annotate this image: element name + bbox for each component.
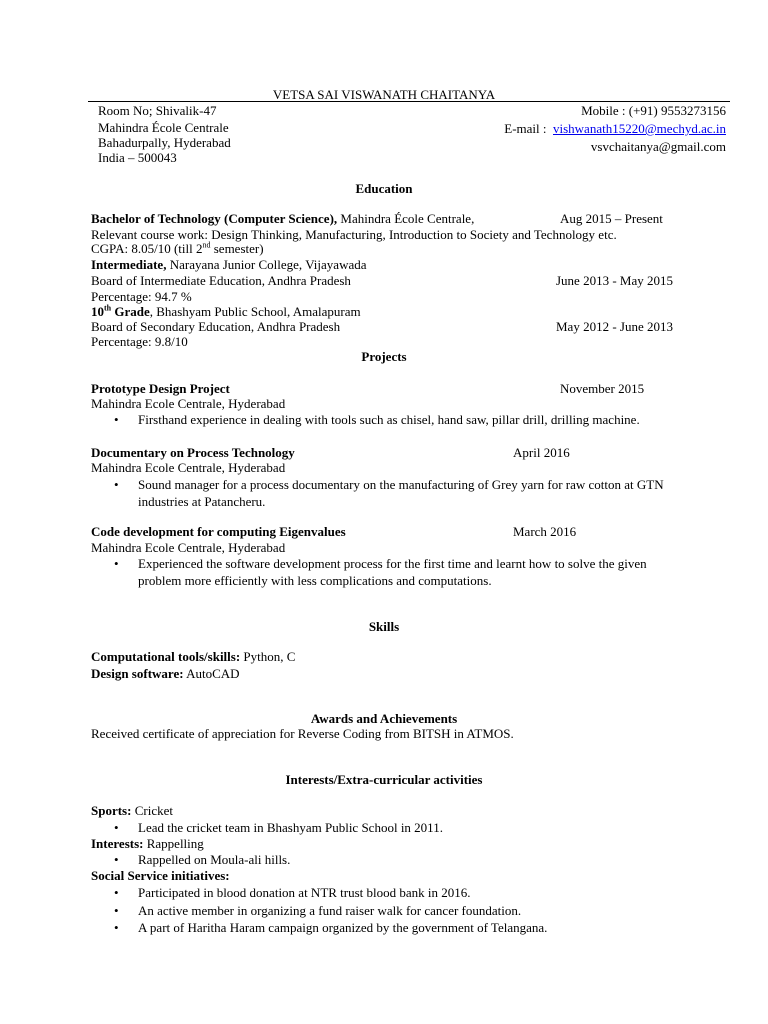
project-bullet: Experienced the software development process for the first time and learnt how to solve the given bbox=[138, 556, 647, 571]
sports-value: Cricket bbox=[131, 803, 173, 818]
tenth-line bbox=[91, 304, 361, 319]
sports-bullet: Lead the cricket team in Bhashyam Public School in 2011. bbox=[138, 820, 443, 835]
intermediate-line bbox=[91, 257, 367, 272]
intermediate-board: Board of Intermediate Education, Andhra Pradesh bbox=[91, 273, 351, 288]
skill-value: AutoCAD bbox=[183, 666, 240, 681]
interests-label: Interests: bbox=[91, 836, 144, 851]
bullet-icon: • bbox=[114, 820, 119, 835]
sports-line bbox=[91, 803, 173, 818]
bullet-icon: • bbox=[114, 556, 119, 571]
email-label: E-mail : bbox=[504, 121, 547, 136]
project-title: Documentary on Process Technology bbox=[91, 445, 295, 460]
project-title: Prototype Design Project bbox=[91, 381, 230, 396]
skill-label: Computational tools/skills: bbox=[91, 649, 241, 664]
skill-computational bbox=[91, 649, 295, 664]
address-line: India – 500043 bbox=[98, 150, 177, 165]
email-secondary: vsvchaitanya@gmail.com bbox=[590, 139, 726, 154]
interests-line bbox=[91, 836, 204, 851]
candidate-name: VETSA SAI VISWANATH CHAITANYA bbox=[272, 87, 496, 102]
project-date: November 2015 bbox=[560, 381, 645, 396]
project-bullet: Firsthand experience in dealing with tools such as chisel, hand saw, pillar drill, drilling machine. bbox=[138, 412, 640, 427]
section-heading-education: Education bbox=[355, 181, 413, 196]
project-bullet-cont: industries at Patancheru. bbox=[138, 494, 266, 509]
cgpa-suffix: semester) bbox=[210, 241, 264, 256]
project-org: Mahindra Ecole Centrale, Hyderabad bbox=[91, 460, 286, 475]
intermediate-dates: June 2013 - May 2015 bbox=[556, 273, 673, 288]
bullet-icon: • bbox=[114, 903, 119, 918]
btech-degree: Bachelor of Technology (Computer Science), bbox=[91, 211, 338, 226]
bullet-icon: • bbox=[114, 477, 119, 492]
address-line: Mahindra École Centrale bbox=[98, 120, 229, 135]
email-primary-link[interactable]: vishwanath15220@mechyd.ac.in bbox=[553, 121, 726, 136]
email-row bbox=[504, 121, 726, 136]
project-title: Code development for computing Eigenvalues bbox=[91, 524, 346, 539]
project-org: Mahindra Ecole Centrale, Hyderabad bbox=[91, 396, 286, 411]
award-text: Received certificate of appreciation for Reverse Coding from BITSH in ATMOS. bbox=[91, 726, 514, 741]
cgpa-text: CGPA: 8.05/10 (till 2 bbox=[91, 241, 203, 256]
section-heading-awards: Awards and Achievements bbox=[310, 711, 458, 726]
social-bullet: A part of Haritha Haram campaign organized by the government of Telangana. bbox=[138, 920, 548, 935]
project-bullet-cont: problem more efficiently with less complications and computations. bbox=[138, 573, 492, 588]
mobile-number: Mobile : (+91) 9553273156 bbox=[581, 103, 726, 118]
tenth-board: Board of Secondary Education, Andhra Pradesh bbox=[91, 319, 341, 334]
bullet-icon: • bbox=[114, 920, 119, 935]
intermediate-label: Intermediate, bbox=[91, 257, 167, 272]
tenth-percentage: Percentage: 9.8/10 bbox=[91, 334, 188, 349]
tenth-sup: th bbox=[104, 303, 112, 313]
tenth-num: 10 bbox=[91, 304, 104, 319]
interests-value: Rappelling bbox=[143, 836, 204, 851]
address-line: Room No; Shivalik-47 bbox=[98, 103, 217, 118]
tenth-school: , Bhashyam Public School, Amalapuram bbox=[149, 304, 361, 319]
btech-school: Mahindra École Centrale, bbox=[337, 211, 475, 226]
tenth-label: Grade bbox=[111, 304, 150, 319]
project-org: Mahindra Ecole Centrale, Hyderabad bbox=[91, 540, 286, 555]
cgpa bbox=[91, 241, 264, 256]
bullet-icon: • bbox=[114, 885, 119, 900]
btech-dates: Aug 2015 – Present bbox=[560, 211, 663, 226]
header-rule bbox=[88, 101, 730, 102]
skill-label: Design software: bbox=[91, 666, 184, 681]
cgpa-sup: nd bbox=[202, 240, 211, 250]
social-label: Social Service initiatives: bbox=[91, 868, 230, 883]
social-bullet: An active member in organizing a fund raiser walk for cancer foundation. bbox=[138, 903, 522, 918]
bullet-icon: • bbox=[114, 412, 119, 427]
btech-course: Relevant course work: Design Thinking, Manufacturing, Introduction to Society and Technology etc. bbox=[91, 227, 617, 242]
section-heading-skills: Skills bbox=[368, 619, 400, 634]
project-bullet: Sound manager for a process documentary on the manufacturing of Grey yarn for raw cotton at GTN bbox=[138, 477, 664, 492]
project-date: March 2016 bbox=[513, 524, 577, 539]
btech-line bbox=[91, 211, 474, 226]
address-line: Bahadurpally, Hyderabad bbox=[98, 135, 231, 150]
skill-design bbox=[91, 666, 240, 681]
intermediate-school: Narayana Junior College, Vijayawada bbox=[166, 257, 367, 272]
social-bullet: Participated in blood donation at NTR trust blood bank in 2016. bbox=[138, 885, 471, 900]
interests-bullet: Rappelled on Moula-ali hills. bbox=[138, 852, 291, 867]
section-heading-projects: Projects bbox=[361, 349, 407, 364]
intermediate-percentage: Percentage: 94.7 % bbox=[91, 289, 192, 304]
sports-label: Sports: bbox=[91, 803, 132, 818]
tenth-dates: May 2012 - June 2013 bbox=[556, 319, 673, 334]
bullet-icon: • bbox=[114, 852, 119, 867]
skill-value: Python, C bbox=[240, 649, 296, 664]
section-heading-interests: Interests/Extra-curricular activities bbox=[285, 772, 483, 787]
project-date: April 2016 bbox=[513, 445, 570, 460]
